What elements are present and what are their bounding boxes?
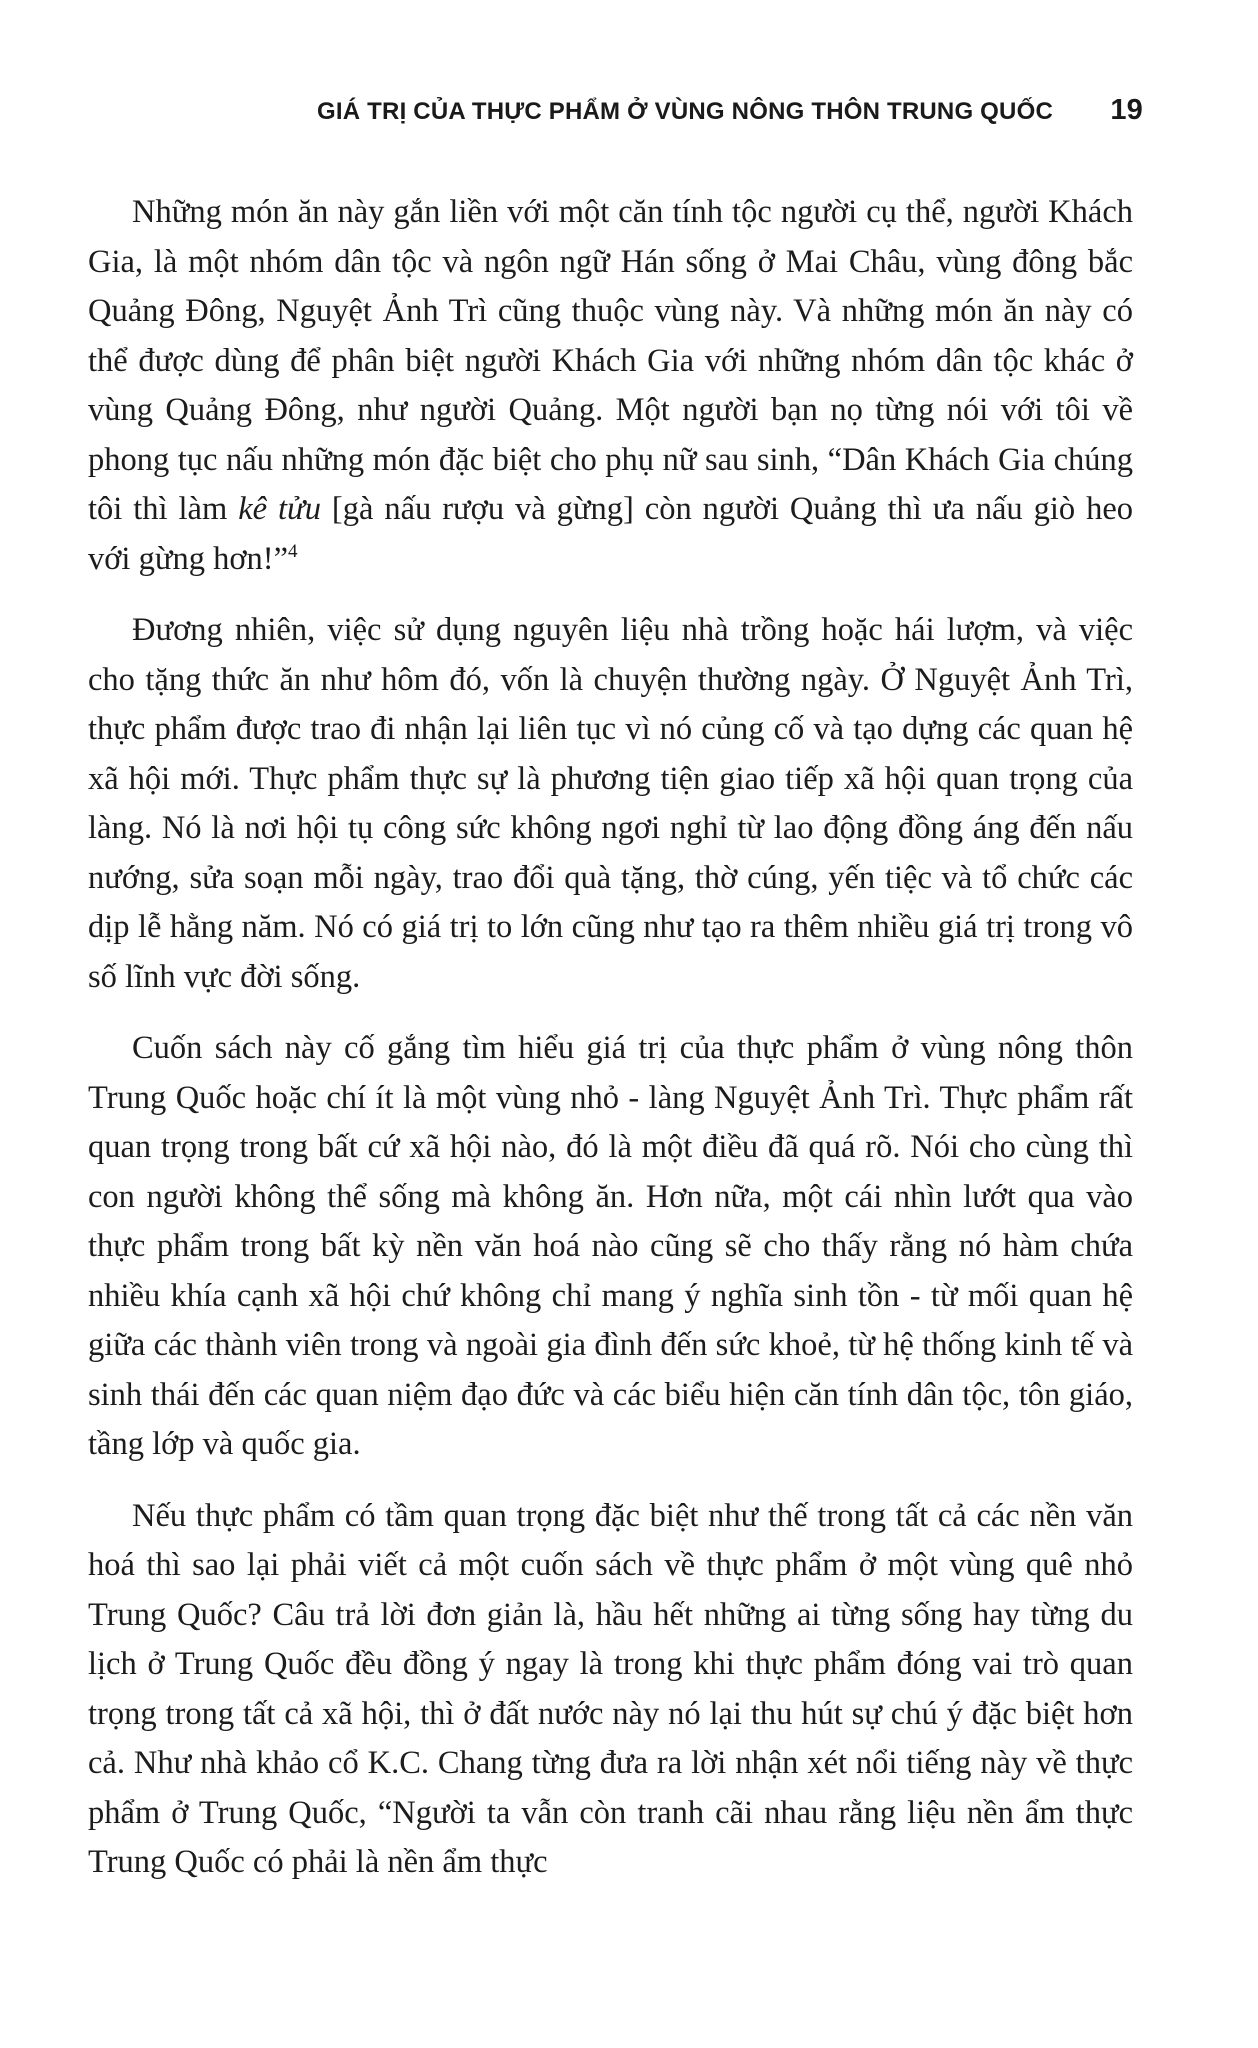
- paragraph-4: Nếu thực phẩm có tầm quan trọng đặc biệt như thế trong tất cả các nền văn hoá thì sao lại phải viết cả một cuốn sách về thực phẩm ở một vùng quê nhỏ Trung Quốc? Câu trả lời đơn giản là, hầu hết những ai từng sống hay từng du lịch ở Trung Quốc đều đồng ý ngay là trong khi thực phẩm đóng vai trò quan trọng trong tất cả xã hội, thì ở đất nước này nó lại thu hút sự chú ý đặc biệt hơn cả. Như nhà khảo cổ K.C. Chang từng đưa ra lời nhận xét nổi tiếng này về thực phẩm ở Trung Quốc, “Người ta vẫn còn tranh cãi nhau rằng liệu nền ẩm thực Trung Quốc có phải là nền ẩm thực: [88, 1497, 1133, 1880]
- paragraph-1-text-before: Những món ăn này gắn liền với một căn tính tộc người cụ thể, người Khách Gia, là một nhóm dân tộc và ngôn ngữ Hán sống ở Mai Châu, vùng đông bắc Quảng Đông, Nguyệt Ảnh Trì cũng thuộc vùng này. Và những món ăn này có thể được dùng để phân biệt người Khách Gia với những nhóm dân tộc khác ở vùng Quảng Đông, như người Quảng. Một người bạn nọ từng nói với tôi về phong tục nấu những món đặc biệt cho phụ nữ sau sinh, “Dân Khách Gia chúng tôi thì làm: [88, 194, 1133, 527]
- footnote-marker[interactable]: 4: [288, 540, 298, 562]
- paragraph-1-text-after: [gà nấu rượu và gừng] còn người Quảng thì ưa nấu giò heo với gừng hơn!”: [88, 491, 1133, 577]
- body-text: [88, 188, 1133, 1910]
- paragraph-1-italic-term: kê tửu: [238, 491, 321, 527]
- page-number: 19: [1110, 94, 1143, 126]
- running-title: GIÁ TRỊ CỦA THỰC PHẨM Ở VÙNG NÔNG THÔN TRUNG QUỐC: [317, 98, 1053, 125]
- paragraph-1: [88, 188, 1133, 584]
- paragraph-2: Đương nhiên, việc sử dụng nguyên liệu nhà trồng hoặc hái lượm, và việc cho tặng thức ăn như hôm đó, vốn là chuyện thường ngày. Ở Nguyệt Ảnh Trì, thực phẩm được trao đi nhận lại liên tục vì nó củng cố và tạo dựng các quan hệ xã hội mới. Thực phẩm thực sự là phương tiện giao tiếp xã hội quan trọng của làng. Nó là nơi hội tụ công sức không ngơi nghỉ từ lao động đồng áng đến nấu nướng, sửa soạn mỗi ngày, trao đổi quà tặng, thờ cúng, yến tiệc và tổ chức các dịp lễ hằng năm. Nó có giá trị to lớn cũng như tạo ra thêm nhiều giá trị trong vô số lĩnh vực đời sống.: [88, 612, 1133, 995]
- running-header: [88, 92, 1143, 132]
- paragraph-3: Cuốn sách này cố gắng tìm hiểu giá trị của thực phẩm ở vùng nông thôn Trung Quốc hoặc chí ít là một vùng nhỏ - làng Nguyệt Ảnh Trì. Thực phẩm rất quan trọng trong bất cứ xã hội nào, đó là một điều đã quá rõ. Nói cho cùng thì con người không thể sống mà không ăn. Hơn nữa, một cái nhìn lướt qua vào thực phẩm trong bất kỳ nền văn hoá nào cũng sẽ cho thấy rằng nó hàm chứa nhiều khía cạnh xã hội chứ không chỉ mang ý nghĩa sinh tồn - từ mối quan hệ giữa các thành viên trong và ngoài gia đình đến sức khoẻ, từ hệ thống kinh tế và sinh thái đến các quan niệm đạo đức và các biểu hiện căn tính dân tộc, tôn giáo, tầng lớp và quốc gia.: [88, 1030, 1133, 1462]
